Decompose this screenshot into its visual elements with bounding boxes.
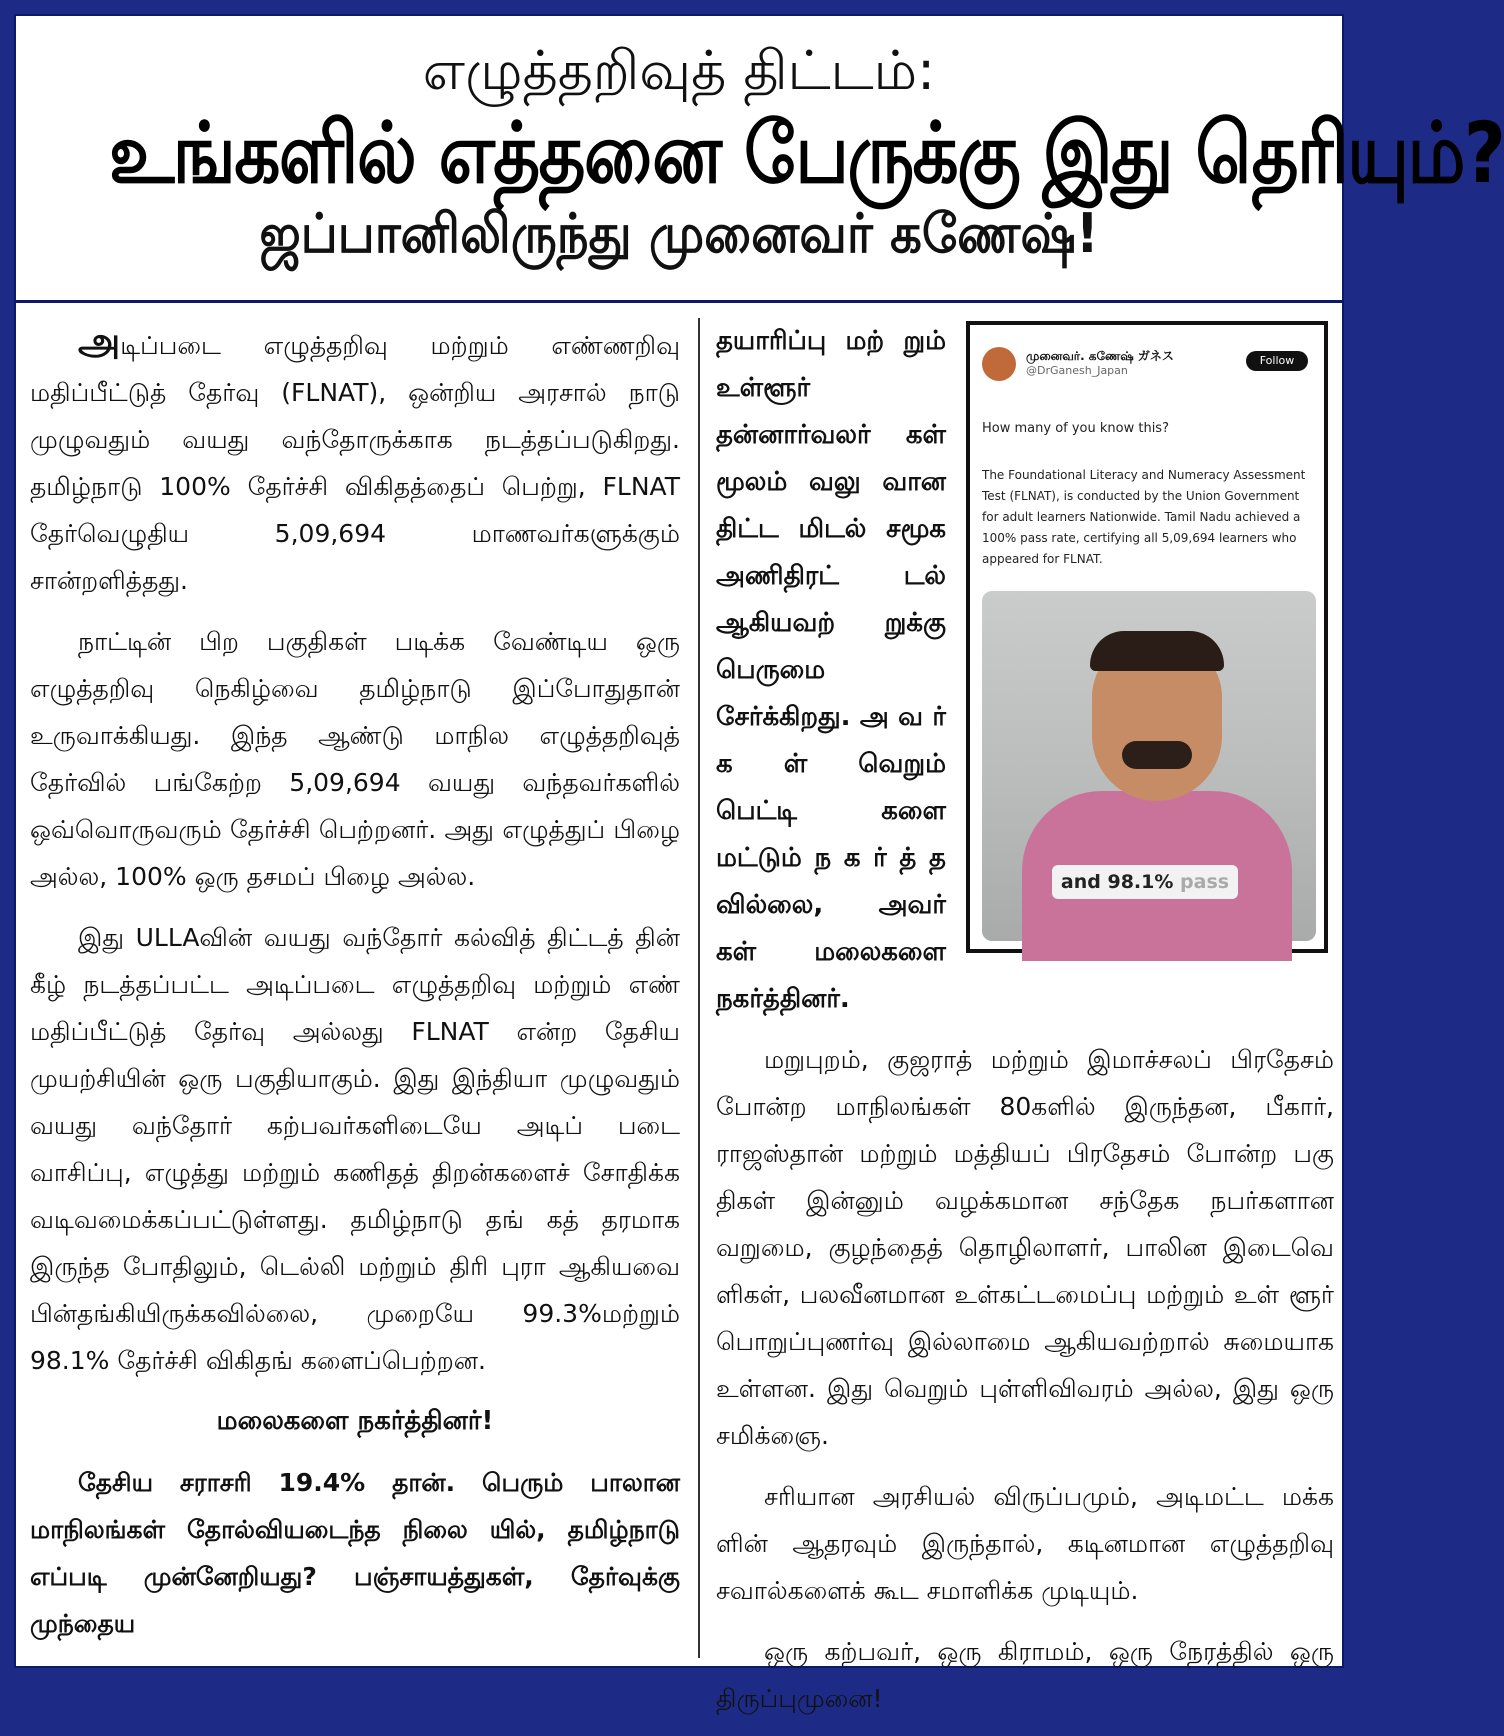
tweet-header (982, 347, 1312, 387)
headline-subtitle: ஜப்பானிலிருந்து முனைவர் கணேஷ்! (259, 202, 1099, 265)
paragraph-right-1: மறுபுறம், குஜராத் மற்றும் இமாச்சலப் பிரதேசம் போன்ற மாநிலங்கள் 80களில் இருந்தன, பீகார், ராஜஸ்தான் மற்றும் மத்தியப் பிரதேசம் போன்ற பகு திகள் இன்னும் வழக்கமான சந்தேக நபர்களான வறுமை, குழந்தைத் தொழிலாளர், பாலின இடைவெ ளிகள், பலவீனமான உள்கட்டமைப்பு மற்றும் உள் ளூர் பொறுப்புணர்வு இல்லாமை ஆகியவற்றால் சுமையாக உள்ளன. இது வெறும் புள்ளிவிவரம் அல்ல, இது ஒரு சமிக்ஞை. (716, 1045, 1334, 1450)
avatar (982, 347, 1016, 381)
headline-kicker: எழுத்தறிவுத் திட்டம்: (422, 39, 936, 102)
person-moustache (1122, 741, 1192, 769)
tweet-screenshot (966, 321, 1328, 953)
follow-button: Follow (1246, 351, 1308, 371)
tweet-video-thumbnail (982, 591, 1316, 941)
video-caption (1052, 865, 1238, 899)
paragraph-right-3: ஒரு கற்பவர், ஒரு கிராமம், ஒரு நேரத்தில் ஒரு திருப்புமுனை! (716, 1637, 1334, 1713)
newspaper-page (14, 14, 1504, 1713)
tweet-author-name: முனைவர். கணேஷ் ガネス (1026, 349, 1174, 363)
paragraph-intro-text: டிப்படை எழுத்தறிவு மற்றும் எண்ணறிவு மதிப்பீட்டுத் தேர்வு (FLNAT), ஒன்றிய அரசால் நாடு முழுவதும் வயது வந்தோருக்காக நடத்தப்படுகிறது. தமிழ்நாடு 100% தேர்ச்சி விகிதத்தைப் பெற்று, FLNAT தேர்வெழுதிய 5,09,694 மாணவர்களுக்கும் சான்றளித்தது. (30, 331, 680, 595)
video-caption-text: and 98.1% (1060, 871, 1174, 893)
tweet-question: How many of you know this? (982, 421, 1169, 436)
narrow-column-text: தயாரிப்பு மற் றும் உள்ளூர் தன்னார்வலர் கள் மூலம் வலு வான திட்ட மிடல் சமூக அணிதிரட் டல் ஆகியவற் றுக்கு பெருமை சேர்க்கிறது. அ வ ர் க ள் வெறும் பெட்டி களை மட்டும் ந க ர் த் த வில்லை, அவர் கள் மலைகளை நகர்த்தினர். (716, 326, 946, 1014)
article-column-narrow (716, 318, 946, 1023)
paragraph-3: இது ULLAவின் வயது வந்தோர் கல்வித் திட்டத் தின் கீழ் நடத்தப்பட்ட அடிப்படை எழுத்தறிவு மற்றும் எண் மதிப்பீட்டுத் தேர்வு அல்லது FLNAT என்ற தேசிய முயற்சியின் ஒரு பகுதியாகும். இது இந்தியா முழுவதும் வயது வந்தோர் கற்பவர்களிடையே அடிப் படை வாசிப்பு, எழுத்து மற்றும் கணிதத் திறன்களைச் சோதிக்க வடிவமைக்கப்பட்டுள்ளது. தமிழ்நாடு தங் கத் தரமாக இருந்த போதிலும், டெல்லி மற்றும் திரி புரா ஆகியவை பின்தங்கியிருக்கவில்லை, முறையே 99.3%மற்றும் 98.1% தேர்ச்சி விகிதங் களைப்பெற்றன. (30, 923, 680, 1375)
person-hair (1090, 631, 1224, 671)
article-column-right (716, 1036, 1334, 1736)
column-divider (698, 318, 700, 1658)
article-column-left (30, 318, 680, 1658)
paragraph-intro (30, 318, 680, 604)
paragraph-bold-lead: தேசிய சராசரி 19.4% தான். பெரும் பாலான மாநிலங்கள் தோல்வியடைந்த நிலை யில், தமிழ்நாடு எப்படி முன்னேறியது? பஞ்சாயத்துகள், தேர்வுக்கு முந்தைய (30, 1468, 680, 1638)
headline-title: உங்களில் எத்தனை பேருக்கு இது தெரியும்? (108, 104, 1504, 202)
tweet-body: The Foundational Literacy and Numeracy Assessment Test (FLNAT), is conducted by the Union Government for adult learners Nationwide. Tamil Nadu achieved a 100% pass rate, certifying all 5,09,694 learners who appeared for FLNAT. (982, 468, 1306, 566)
paragraph-2: நாட்டின் பிற பகுதிகள் படிக்க வேண்டிய ஒரு எழுத்தறிவு நெகிழ்வை தமிழ்நாடு இப்போதுதான் உருவாக்கியது. இந்த ஆண்டு மாநில எழுத்தறிவுத் தேர்வில் பங்கேற்ற 5,09,694 வயது வந்தவர்களில் ஒவ்வொருவரும் தேர்ச்சி பெற்றனர். அது எழுத்துப் பிழை அல்ல, 100% ஒரு தசமப் பிழை அல்ல. (30, 627, 680, 891)
section-subhead: மலைகளை நகர்த்தினர்! (216, 1406, 494, 1436)
drop-cap: அ (78, 319, 121, 363)
paragraph-right-2: சரியான அரசியல் விருப்பமும், அடிமட்ட மக்க ளின் ஆதரவும் இருந்தால், கடினமான எழுத்தறிவு சவால்களைக் கூட சமாளிக்க முடியும். (716, 1482, 1334, 1605)
tweet-author-handle: @DrGanesh_Japan (1026, 364, 1128, 377)
headline-block (16, 16, 1504, 303)
video-caption-faint: pass (1180, 871, 1230, 893)
